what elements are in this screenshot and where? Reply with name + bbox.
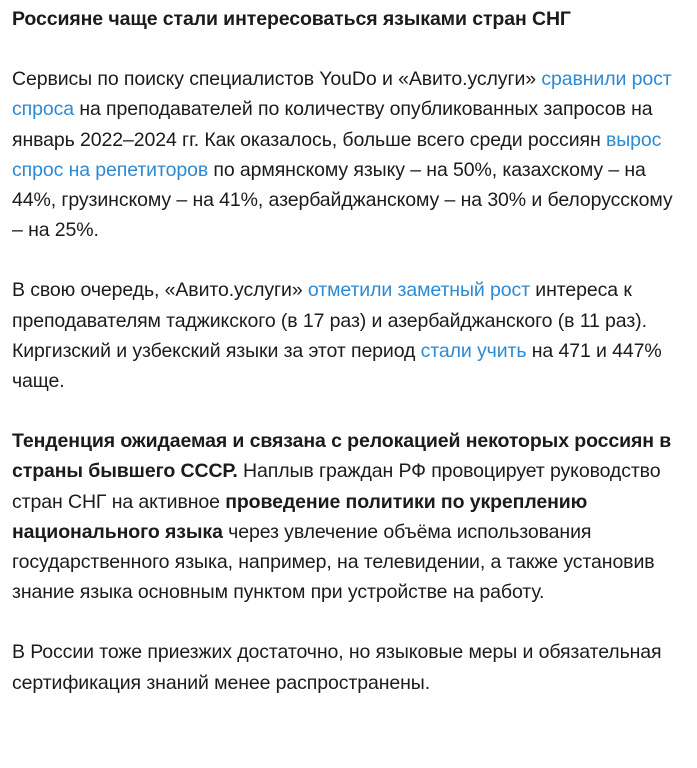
- paragraph-2-text-1: В свою очередь, «Авито.услуги»: [12, 279, 308, 302]
- link-noted-growth[interactable]: отметили заметный рост: [307, 279, 530, 302]
- paragraph-1-text-1: Сервисы по поиску специалистов YouDo и «Авито.услуги»: [12, 68, 542, 91]
- paragraph-4: [12, 637, 687, 697]
- paragraph-2-text-3: на 471 и 447% чаще.: [12, 339, 662, 393]
- paragraph-2: [12, 275, 687, 396]
- paragraph-1: [12, 64, 687, 245]
- paragraph-2-text-2: интереса к преподавателям таджикского (в 17 раз) и азербайджанского (в 11 раз). Киргизский и узбекский языки за этот период: [12, 279, 647, 362]
- paragraph-3-bold-2: проведение политики по укреплению национального языка: [12, 490, 588, 543]
- link-compared-demand-growth[interactable]: сравнили рост спроса: [12, 68, 672, 121]
- link-tutor-demand-grew[interactable]: вырос спрос на репетиторов: [12, 128, 662, 181]
- paragraph-4-text-1: В России тоже приезжих достаточно, но языковые меры и обязательная сертификация знаний менее распространены.: [12, 641, 662, 694]
- paragraph-3-text-2: через увлечение объёма использования государственного языка, например, на телевидении, а также установив знание языка основным пунктом при устройстве на работу.: [12, 520, 655, 604]
- paragraph-3-text-1: Наплыв граждан РФ провоцирует руководство стран СНГ на активное: [12, 460, 661, 513]
- paragraph-1-text-2: на преподавателей по количеству опубликованных запросов на январь 2022–2024 гг. Как оказалось, больше всего среди россиян: [12, 98, 653, 151]
- paragraph-1-text-3: по армянскому языку – на 50%, казахскому – на 44%, грузинскому – на 41%, азербайджанскому – на 30% и белорусскому – на 25%.: [12, 158, 673, 242]
- post-title-text: Россияне чаще стали интересоваться языками стран СНГ: [12, 8, 571, 30]
- link-started-learning[interactable]: стали учить: [420, 339, 527, 362]
- paragraph-3: [12, 426, 687, 607]
- post-title: [12, 4, 687, 34]
- paragraph-3-bold-1: Тенденция ожидаемая и связана с релокацией некоторых россиян в страны бывшего СССР.: [12, 430, 672, 483]
